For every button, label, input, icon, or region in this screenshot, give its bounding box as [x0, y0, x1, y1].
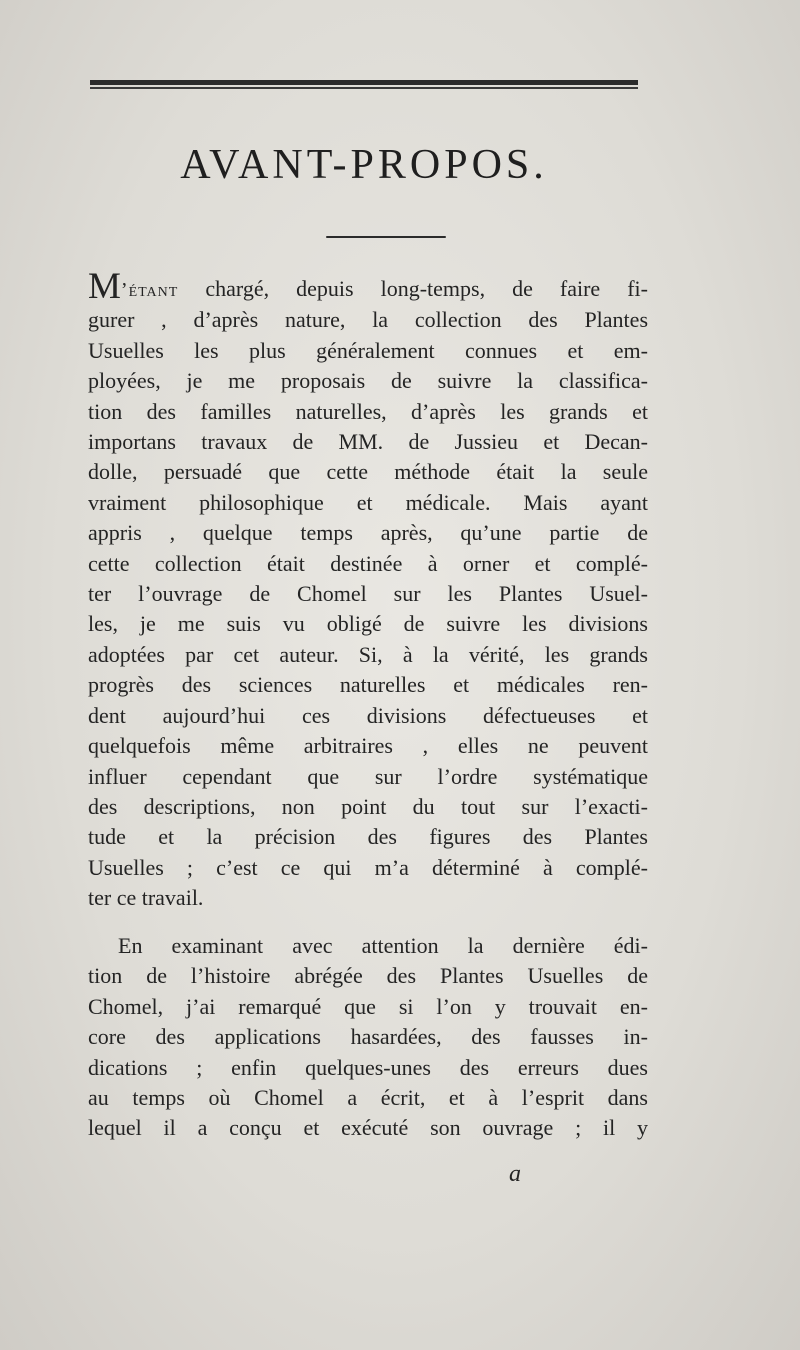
text-line: importans travaux de MM. de Jussieu et Decan- — [88, 429, 648, 455]
text-line: ployées, je me proposais de suivre la classifica- — [88, 368, 648, 394]
title-separator-rule — [326, 236, 446, 239]
text-line: Usuelles ; c’est ce qui m’a déterminé à complé- — [88, 854, 648, 880]
paragraph-1-line-1 — [88, 266, 648, 307]
text-line: appris , quelque temps après, qu’une partie de — [88, 520, 648, 546]
text-line: lequel il a conçu et exécuté son ouvrage ; il y — [88, 1115, 648, 1141]
text-line: Chomel, j’ai remarqué que si l’on y trouvait en- — [88, 993, 648, 1019]
text-line: vraiment philosophique et médicale. Mais ayant — [88, 489, 648, 515]
text-line: ter ce travail. — [88, 885, 204, 911]
signature-mark: a — [509, 1161, 521, 1187]
text-line: progrès des sciences naturelles et médicales ren- — [88, 672, 648, 698]
text-line: adoptées par cet auteur. Si, à la vérité, les grands — [88, 641, 648, 667]
text-line: En examinant avec attention la dernière édi- — [118, 933, 648, 958]
text-line: dent aujourd’hui ces divisions défectueuses et — [88, 702, 648, 728]
paragraph-1 — [88, 266, 648, 914]
text-line: core des applications hasardées, des fausses in- — [88, 1024, 648, 1050]
top-rule-thin — [90, 87, 638, 89]
text-line: Usuelles les plus généralement connues et em- — [88, 337, 648, 363]
page-title: AVANT-PROPOS. — [180, 142, 548, 188]
text-line: influer cependant que sur l’ordre systématique — [88, 763, 648, 789]
text-line: tion de l’histoire abrégée des Plantes Usuelles de — [88, 963, 648, 989]
text-line: quelquefois même arbitraires , elles ne peuvent — [88, 733, 648, 759]
top-double-rule — [90, 78, 638, 90]
text-line: dications ; enfin quelques-unes des erreurs dues — [88, 1054, 648, 1080]
text-line: des descriptions, non point du tout sur l’exacti- — [88, 793, 648, 819]
top-rule-thick — [90, 80, 638, 85]
text-line: les, je me suis vu obligé de suivre les divisions — [88, 611, 648, 637]
text-line: au temps où Chomel a écrit, et à l’esprit dans — [88, 1085, 648, 1111]
first-line-text: chargé, depuis long-temps, de faire fi- — [178, 276, 648, 301]
text-line: ter l’ouvrage de Chomel sur les Plantes Usuel- — [88, 581, 648, 607]
text-line: tude et la précision des figures des Plantes — [88, 824, 648, 850]
text-line: gurer , d’après nature, la collection des Plantes — [88, 307, 648, 333]
drop-capital: M — [88, 266, 121, 307]
text-line: cette collection était destinée à orner et complé- — [88, 550, 648, 576]
paragraph-2 — [88, 931, 648, 1144]
small-caps-word: ’étant — [120, 279, 179, 301]
text-line: dolle, persuadé que cette méthode était la seule — [88, 459, 648, 485]
text-line: tion des familles naturelles, d’après les grands et — [88, 398, 648, 424]
